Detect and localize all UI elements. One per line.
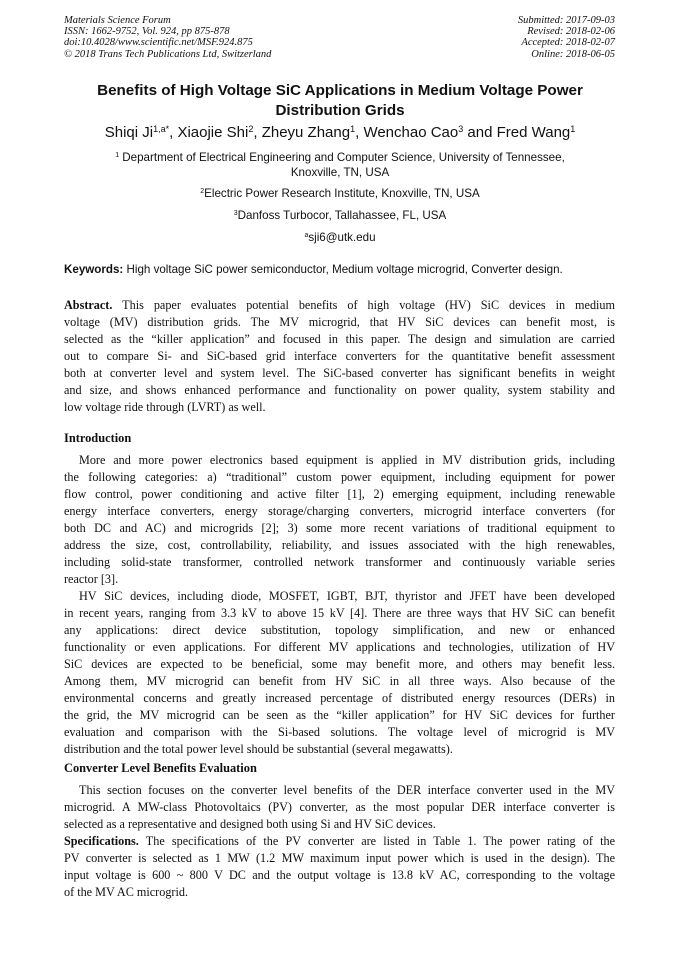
journal-info	[64, 15, 271, 60]
abstract: Abstract. This paper evaluates potential benefits of high voltage (HV) SiC devices in medium voltage (MV) distribution grids. The MV microgrid, that HV SiC devices can benefit most, is selected as the “killer application” and focused in this paper. The design and simulation are carried out to compare Si- and SiC-based grid interface converters for the quantitative benefit assessment both at converter level and system level. The SiC-based converter has significant benefits in weight and size, and shows enhanced performance and functionality on power quality, system stability and low voltage ride through (LVRT) as well.	[64, 298, 615, 414]
author: Wenchao Cao$^3$ and	[363, 124, 497, 141]
copyright: © 2018 Trans Tech Publications Ltd, Switzerland	[64, 48, 272, 60]
author: Shiqi $Ji^{1,a*}$,	[104, 124, 178, 141]
affiliation-3: $^3$Danfoss Turbocor, Tallahassee, FL, USA	[233, 209, 447, 222]
journal-name: Materials Science Forum	[64, 15, 171, 26]
keywords-label: Keywords:	[64, 263, 124, 276]
keywords-text: High voltage SiC power semiconductor, Medium voltage microgrid, Converter design.	[123, 263, 563, 276]
specifications-label: Specifications.	[64, 834, 139, 848]
doi: doi:10.4028/www.scientific.net/MSF.924.875	[64, 37, 253, 49]
title-line: Distribution Grids	[275, 102, 405, 119]
introduction-paragraph-2: HV SiC devices, including diode, MOSFET, IGBT, BJT, thyristor and JFET have been developed in recent years, ranging from 3.3 kV to above 15 kV [4]. There are three ways that HV SiC can benefit any applications: direct device substitution, topology simplification, and new or enhanced functionality or even applications. For different MV applications and technologies, utilization of HV SiC devices are expected to be beneficial, some may benefit more, and others may benefit less. Among them, MV microgrid can benefit from HV SiC in all three ways. Also because of the environmental concerns and greatly increased percentage of distributed energy resources (DERs) in the grid, the MV microgrid can be seen as the “killer application” for HV SiC devices for further evaluation and comparison with the Si-based solutions. The voltage level of microgrid is MV distribution and the total power level should be substantial (several megawatts).	[64, 589, 615, 756]
introduction-paragraph-1: More and more power electronics based equipment is applied in MV distribution grids, including the following categories: a) “traditional” custom power equipment, including equipment for power flow control, power conditioning and active filter [1], 2) emerging equipment, including renewable energy interface converters, energy storage/charging converters, microgrid interface converters (for both DC and AC) and microgrids [2]; 3) some more recent variations of traditional equipment to address the size, cost, controllability, reliability, and issues associated with the high renewables, including solid-state transformer, controlled network transformer and continuously variable series reactor [3].	[64, 453, 615, 586]
affiliation-2: $^2$Electric Power Research Institute, Knoxville, TN, USA	[200, 187, 480, 200]
issn-volume: ISSN: 1662-9752, Vol. 924, pp 875-878	[64, 26, 230, 38]
online-date: Online: 2018-06-05	[531, 48, 615, 60]
author: Xiaojie Shi$^2$,	[177, 124, 262, 141]
keywords	[64, 262, 563, 277]
author: Fred Wang$^1$	[496, 124, 576, 141]
corresponding-email[interactable]: $^a$sji6@utk.edu	[304, 231, 376, 244]
paper-title	[64, 81, 616, 121]
accepted-date: Accepted: 2018-02-07	[521, 37, 615, 49]
submitted-date: Submitted: 2017-09-03	[517, 15, 615, 26]
section-heading-introduction: Introduction	[64, 431, 132, 445]
affiliation-1: $^1$ Department of Electrical Engineering and Computer Science, University of Tennessee, Knoxville, TN, USA	[115, 151, 565, 179]
publication-dates	[518, 15, 615, 60]
specifications-paragraph: Specifications. The specifications of the PV converter are listed in Table 1. The power rating of the PV converter is selected as 1 MW (1.2 MW maximum input power which is used in the design). The input voltage is 600 ~ 800 V DC and the output voltage is 13.8 kV AC, corresponding to the voltage of the MV AC microgrid.	[64, 834, 615, 899]
title-line: Benefits of High Voltage SiC Applications in Medium Voltage Power	[97, 82, 583, 99]
abstract-label: Abstract.	[64, 298, 113, 312]
converter-paragraph-1: This section focuses on the converter level benefits of the DER interface converter used in the MV microgrid. A MW-class Photovoltaics (PV) converter, as the most popular DER interface converter is selected as a representative and designed both using Si and HV SiC devices.	[64, 783, 615, 831]
revised-date: Revised: 2018-02-06	[527, 26, 615, 38]
author-list	[40, 123, 640, 143]
author: Zheyu Zhang$^1$,	[261, 124, 364, 141]
section-heading-converter-level: Converter Level Benefits Evaluation	[64, 761, 257, 775]
